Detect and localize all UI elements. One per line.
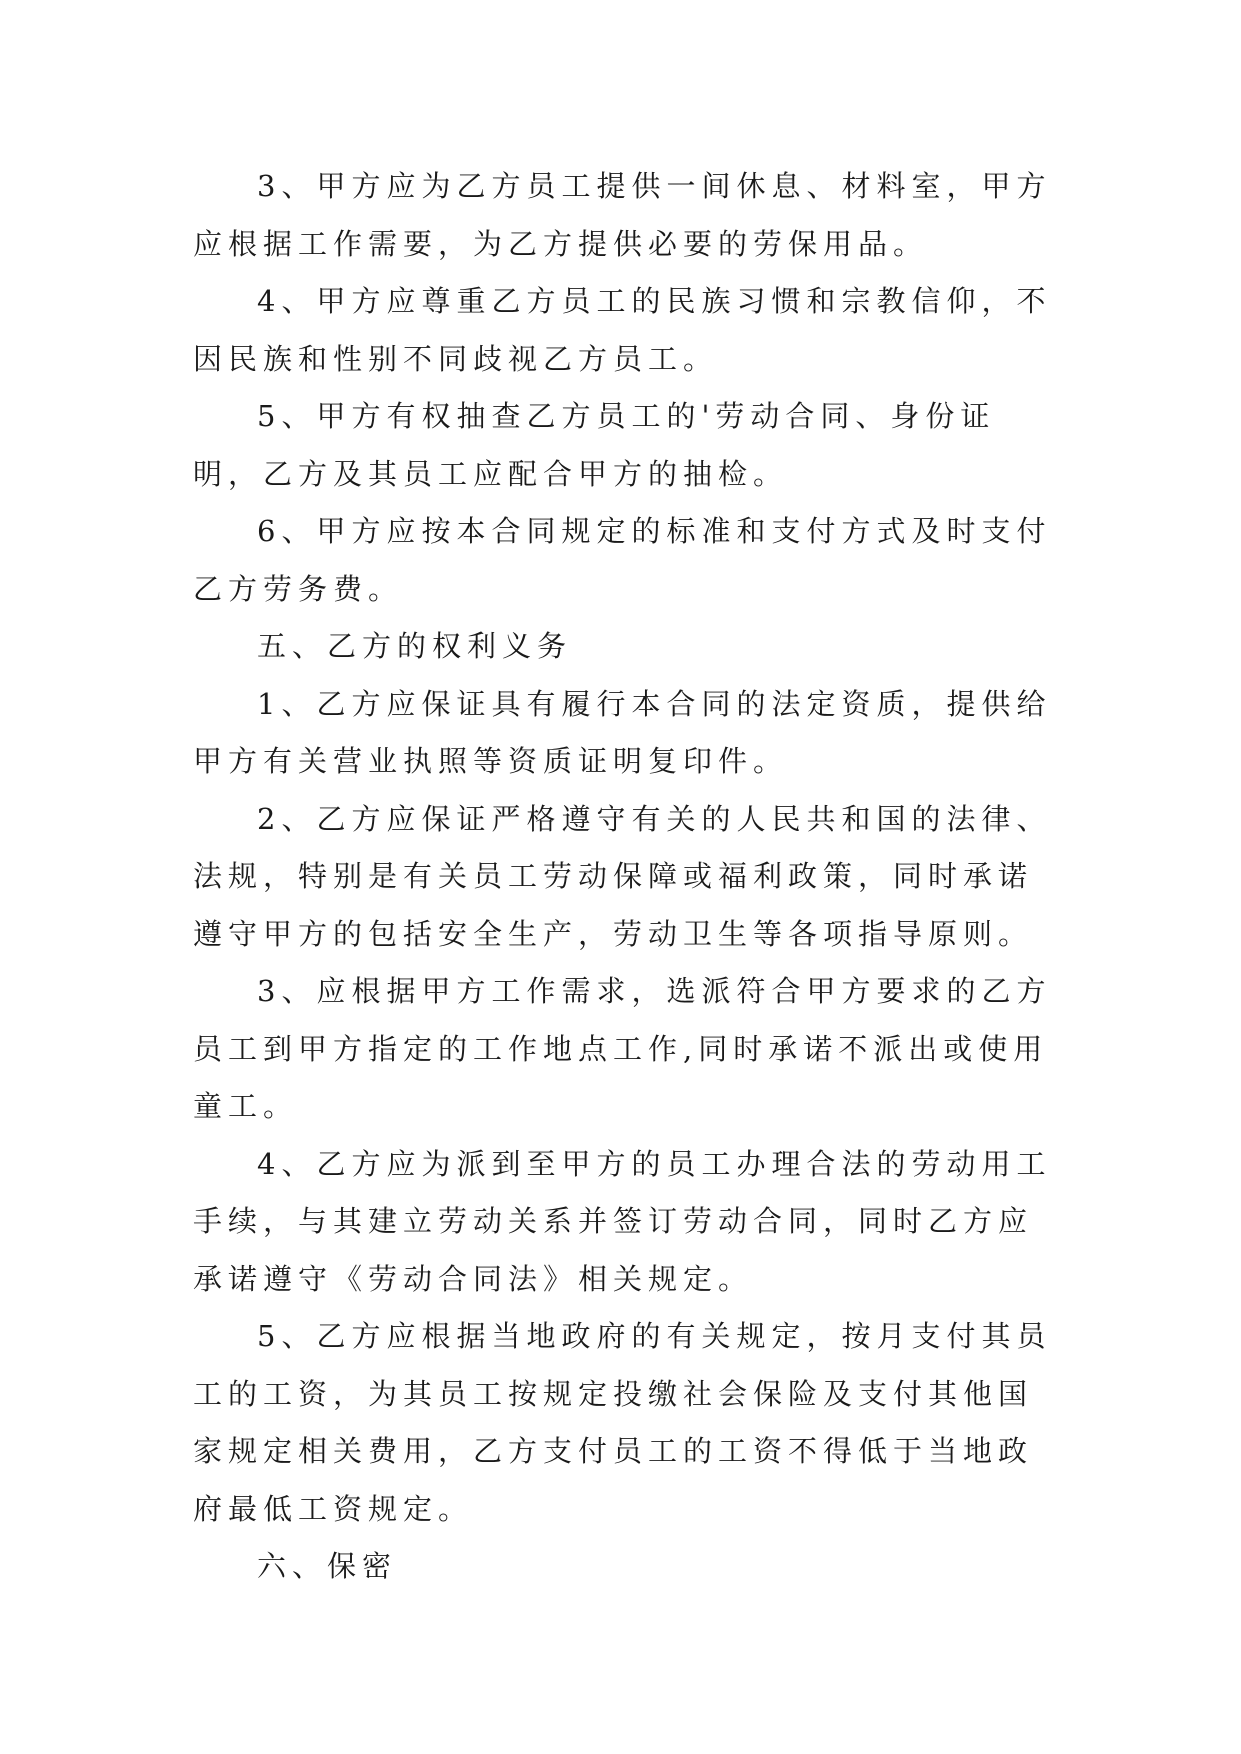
clause-b5: 5、乙方应根据当地政府的有关规定，按月支付其员工的工资，为其员工按规定投缴社会保险及支付其他国家规定相关费用，乙方支付员工的工资不得低于当地政府最低工资规定。 [193,1319,1052,1526]
clause-a4: 4、甲方应尊重乙方员工的民族习惯和宗教信仰，不因民族和性别不同歧视乙方员工。 [193,284,1052,376]
clause-b2: 2、乙方应保证严格遵守有关的人民共和国的法律、法规，特别是有关员工劳动保障或福利政策，同时承诺遵守甲方的包括安全生产，劳动卫生等各项指导原则。 [193,801,1052,951]
clause-a6: 6、甲方应按本合同规定的标准和支付方式及时支付乙方劳务费。 [193,514,1052,606]
document-page [193,158,1053,1596]
clause-a3: 3、甲方应为乙方员工提供一间休息、材料室，甲方应根据工作需要，为乙方提供必要的劳保用品。 [193,169,1052,261]
clause-a5: 5、甲方有权抽查乙方员工的'劳动合同、身份证明，乙方及其员工应配合甲方的抽检。 [193,399,996,491]
clause-b1: 1、乙方应保证具有履行本合同的法定资质，提供给甲方有关营业执照等资质证明复印件。 [193,686,1052,778]
section-heading-5: 五、乙方的权利义务 [257,629,573,663]
clause-b3: 3、应根据甲方工作需求，选派符合甲方要求的乙方员工到甲方指定的工作地点工作,同时承诺不派出或使用童工。 [193,974,1052,1123]
section-heading-6: 六、保密 [257,1549,398,1583]
clause-b4: 4、乙方应为派到至甲方的员工办理合法的劳动用工手续，与其建立劳动关系并签订劳动合同，同时乙方应承诺遵守《劳动合同法》相关规定。 [193,1146,1052,1296]
